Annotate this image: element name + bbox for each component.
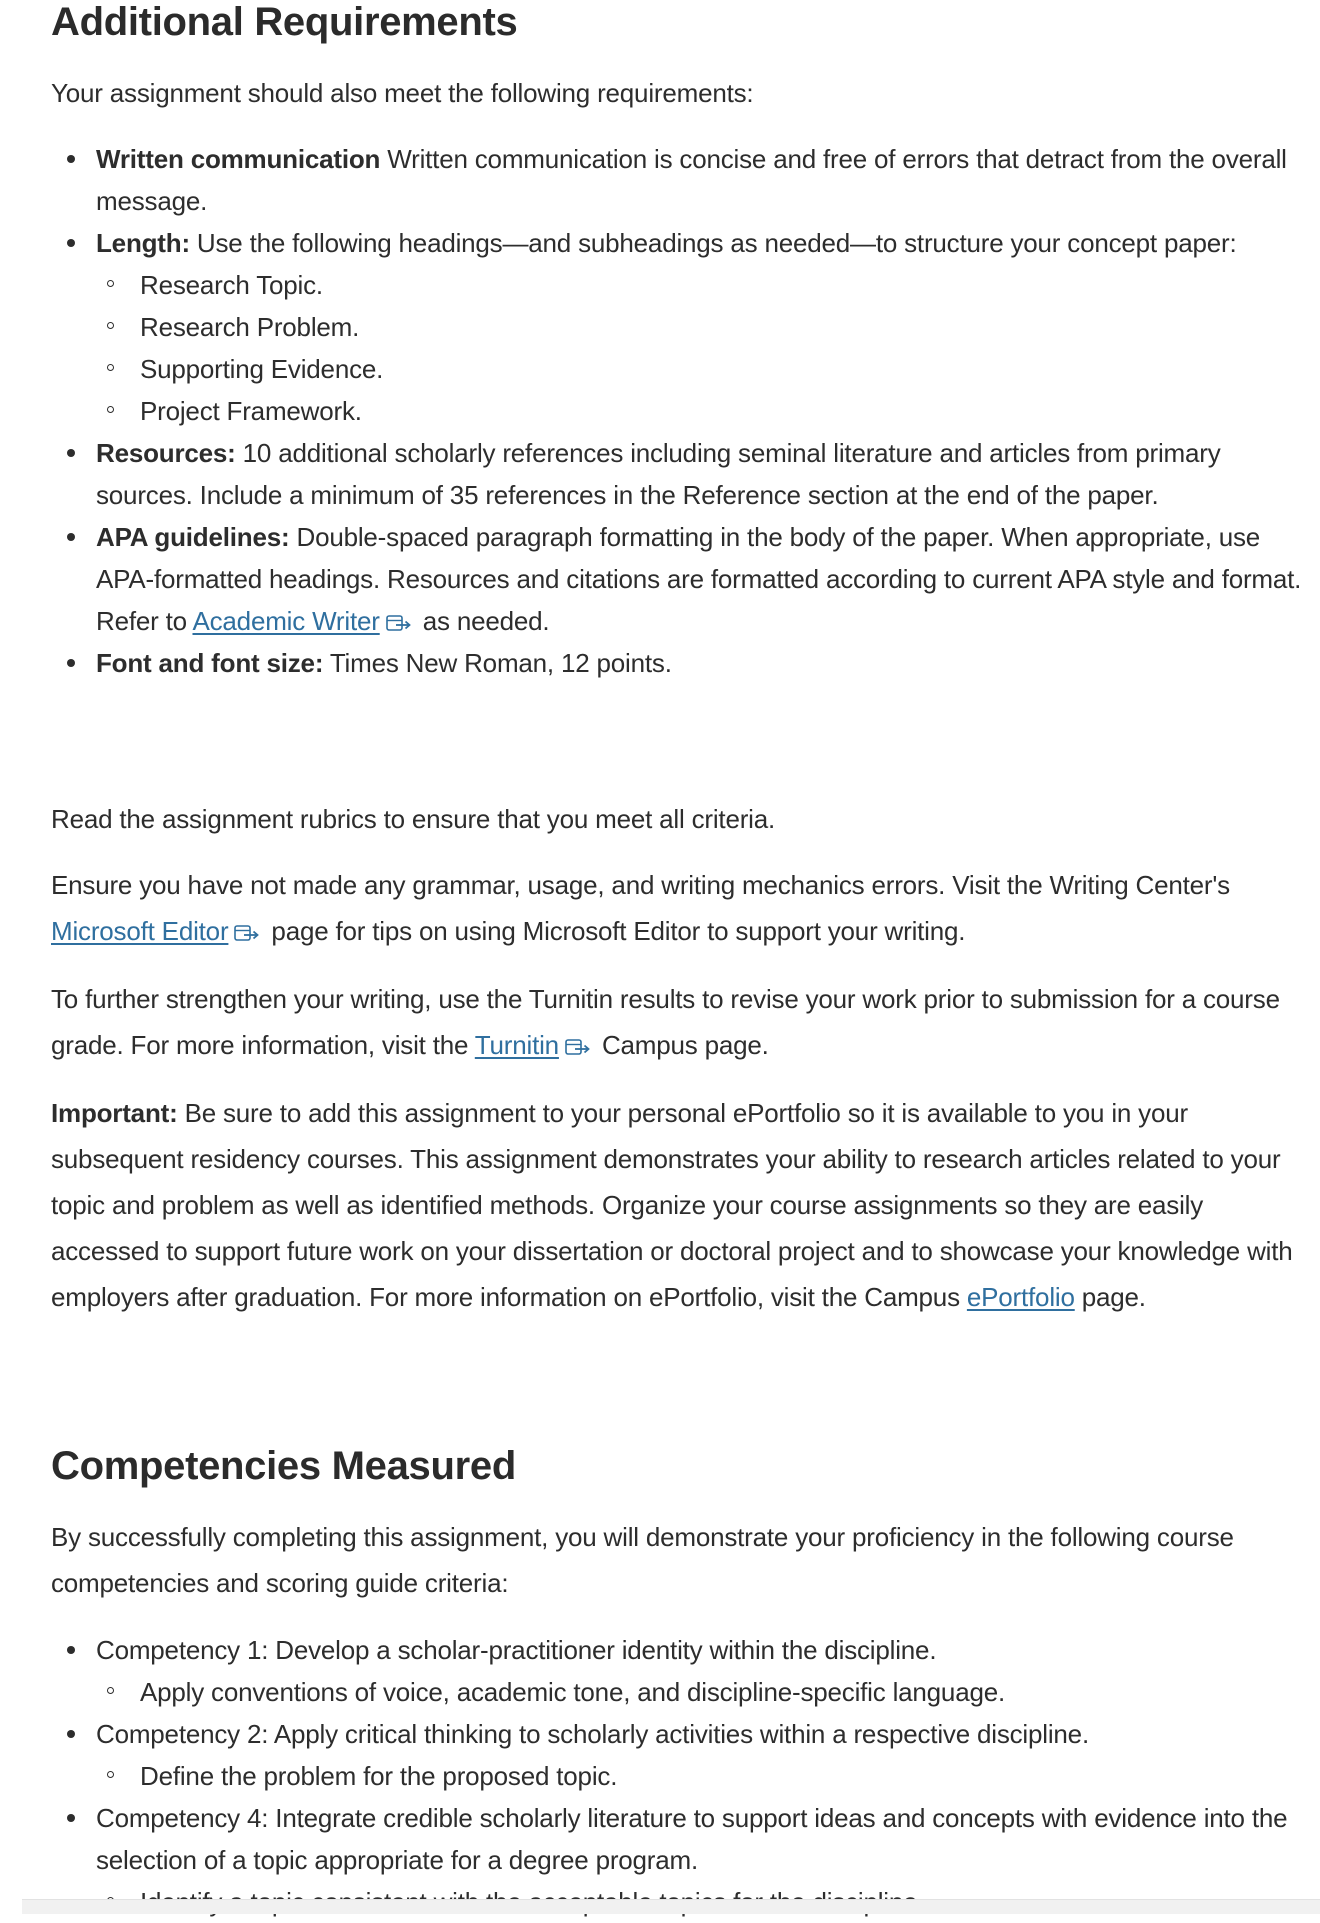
competency-text: Competency 1: Develop a scholar-practitioner identity within the discipline. xyxy=(96,1635,937,1665)
horizontal-scrollbar-track[interactable] xyxy=(22,1899,1320,1914)
bullet-icon xyxy=(67,155,75,163)
criteria-list xyxy=(96,1755,1316,1797)
competency-text: Competency 2: Apply critical thinking to scholarly activities within a respective discipline. xyxy=(96,1719,1089,1749)
bullet-icon xyxy=(67,533,75,541)
requirement-text: 10 additional scholarly references including seminal literature and articles from primary sources. Include a minimum of 35 references in the Reference section at the end of the paper. xyxy=(96,438,1221,510)
circle-bullet-icon xyxy=(107,1771,114,1778)
requirement-text: Use the following headings—and subheadings as needed—to structure your concept paper: xyxy=(189,228,1237,258)
paragraph-text: page. xyxy=(1074,1282,1146,1312)
circle-bullet-icon xyxy=(107,322,114,329)
heading-item-text: Research Topic. xyxy=(140,270,323,300)
requirement-text: Written communication is concise and free of errors that detract from the overall message. xyxy=(96,144,1287,216)
requirement-label: Length: xyxy=(96,228,190,258)
circle-bullet-icon xyxy=(107,1687,114,1694)
circle-bullet-icon xyxy=(107,280,114,287)
turnitin-link[interactable]: Turnitin xyxy=(474,1030,559,1060)
bullet-icon xyxy=(67,659,75,667)
editor-paragraph xyxy=(51,862,1281,954)
requirement-text: Double-spaced paragraph formatting in the body of the paper. When appropriate, use APA-formatted headings. Resources and citations are formatted according to current APA style and format. Refer to xyxy=(96,522,1302,636)
competencies-heading: Competencies Measured xyxy=(51,1444,516,1488)
external-link-icon[interactable] xyxy=(565,1038,591,1056)
requirement-text: Times New Roman, 12 points. xyxy=(323,648,672,678)
criterion-item xyxy=(96,1755,1316,1797)
bullet-icon xyxy=(67,1814,75,1822)
heading-item-text: Supporting Evidence. xyxy=(140,354,384,384)
requirement-length xyxy=(51,222,1316,432)
external-link-icon[interactable] xyxy=(234,924,260,942)
paragraph-text: To further strengthen your writing, use the Turnitin results to revise your work prior to submission for a course grade. For more information, visit the xyxy=(51,984,1280,1060)
heading-item xyxy=(96,390,1286,432)
requirement-label: APA guidelines: xyxy=(96,522,290,552)
turnitin-paragraph xyxy=(51,976,1320,1068)
important-label: Important: xyxy=(51,1098,178,1128)
bullet-icon xyxy=(67,1730,75,1738)
additional-requirements-heading: Additional Requirements xyxy=(51,0,518,44)
competencies-intro: By successfully completing this assignment, you will demonstrate your proficiency in the following course competencies and scoring guide criteria: xyxy=(51,1522,1234,1598)
bullet-icon xyxy=(67,239,75,247)
criterion-item xyxy=(96,1671,1316,1713)
criteria-list xyxy=(96,1671,1316,1713)
criterion-text: Apply conventions of voice, academic tone, and discipline-specific language. xyxy=(140,1677,1005,1707)
rubric-note: Read the assignment rubrics to ensure that you meet all criteria. xyxy=(51,804,776,834)
heading-item-text: Research Problem. xyxy=(140,312,360,342)
academic-writer-link[interactable]: Academic Writer xyxy=(192,606,380,636)
requirement-label: Resources: xyxy=(96,438,236,468)
paragraph-text: Be sure to add this assignment to your personal ePortfolio so it is available to you in your subsequent residency courses. This assignment demonstrates your ability to research articles related to your topic and problem as well as identified methods. Organize your course assignments so they are easily accessed to support future work on your dissertation or doctoral project and to showcase your knowledge with employers after graduation. For more information on ePortfolio, visit the Campus xyxy=(51,1098,1293,1312)
requirement-label: Written communication xyxy=(96,144,381,174)
heading-item xyxy=(96,348,1286,390)
requirements-intro: Your assignment should also meet the following requirements: xyxy=(51,78,754,108)
heading-item xyxy=(96,264,1286,306)
requirements-list xyxy=(51,138,1316,684)
bullet-icon xyxy=(67,1646,75,1654)
circle-bullet-icon xyxy=(107,364,114,371)
competencies-list xyxy=(51,1629,1316,1923)
requirement-label: Font and font size: xyxy=(96,648,324,678)
requirement-font xyxy=(51,642,1316,684)
requirement-resources xyxy=(51,432,1316,516)
heading-item xyxy=(96,306,1286,348)
length-headings-list xyxy=(96,264,1286,432)
paragraph-text: Ensure you have not made any grammar, usage, and writing mechanics errors. Visit the Writing Center's xyxy=(51,870,1230,900)
competency-item xyxy=(51,1629,1316,1713)
competency-item xyxy=(51,1713,1316,1797)
external-link-icon[interactable] xyxy=(386,614,412,632)
microsoft-editor-link[interactable]: Microsoft Editor xyxy=(51,916,229,946)
criterion-text: Define the problem for the proposed topic. xyxy=(140,1761,618,1791)
important-paragraph xyxy=(51,1090,1316,1320)
heading-item-text: Project Framework. xyxy=(140,396,362,426)
paragraph-text: Campus page. xyxy=(594,1030,769,1060)
circle-bullet-icon xyxy=(107,406,114,413)
eportfolio-link[interactable]: ePortfolio xyxy=(966,1282,1075,1312)
requirement-apa-guidelines xyxy=(51,516,1316,642)
requirement-text: as needed. xyxy=(415,606,550,636)
paragraph-text: page for tips on using Microsoft Editor to support your writing. xyxy=(264,916,966,946)
bullet-icon xyxy=(67,449,75,457)
requirement-written-communication xyxy=(51,138,1316,222)
competency-text: Competency 4: Integrate credible scholarly literature to support ideas and concepts with evidence into the selection of a topic appropriate for a degree program. xyxy=(96,1803,1288,1875)
